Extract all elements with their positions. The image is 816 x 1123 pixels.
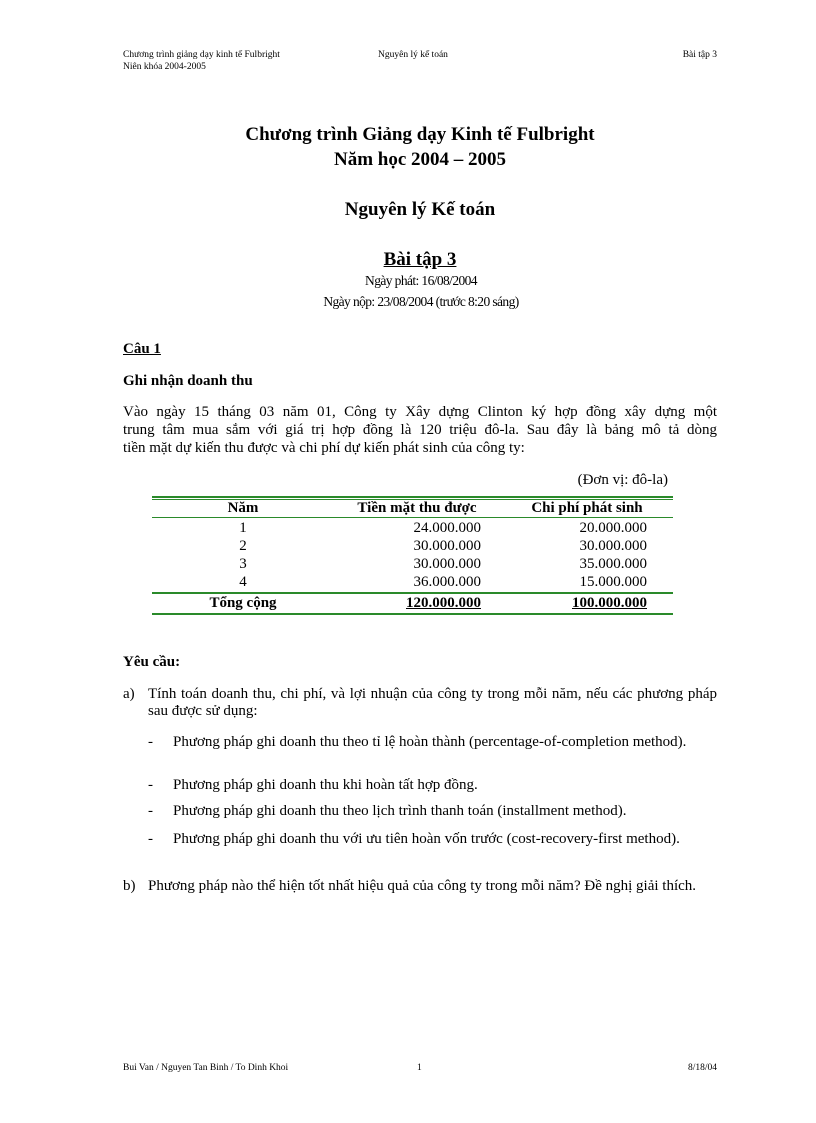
row3-cash: 30.000.000 <box>413 556 481 572</box>
method-1: Phương pháp ghi doanh thu theo tỉ lệ hoàn thành (percentage-of-completion method). <box>173 734 687 750</box>
method-3: Phương pháp ghi doanh thu theo lịch trình thanh toán (installment method). <box>173 803 627 819</box>
method-4: Phương pháp ghi doanh thu với ưu tiên hoàn vốn trước (cost-recovery-first method). <box>173 831 680 847</box>
table-bottom-rule <box>152 613 673 615</box>
doc-title-program: Chương trình Giảng dạy Kinh tế Fulbright <box>245 124 595 145</box>
header-program: Chương trình giảng dạy kinh tế Fulbright <box>123 50 280 60</box>
footer-date: 8/18/04 <box>687 1063 717 1073</box>
item-a-marker: a) <box>123 686 135 702</box>
row3-year: 3 <box>239 556 247 572</box>
item-a-text: Tính toán doanh thu, chi phí, và lợi nhuận của công ty trong mỗi năm, nếu các phương pháp sau được sử dụng: <box>148 686 717 719</box>
intro-line-1: Vào ngày 15 tháng 03 năm 01, Công ty Xây dựng Clinton ký hợp đồng xây dựng một <box>123 404 717 420</box>
table-unit: (Đơn vị: đô-la) <box>577 472 668 488</box>
due-date: Ngày nộp: 23/08/2004 (trước 8:20 sáng) <box>323 294 519 309</box>
total-cash: 120.000.000 <box>406 595 481 611</box>
row2-cost: 30.000.000 <box>579 538 647 554</box>
doc-title-year: Năm học 2004 – 2005 <box>333 149 507 170</box>
footer-authors: Bui Van / Nguyen Tan Binh / To Dinh Khoi <box>123 1063 289 1073</box>
total-label: Tổng cộng <box>209 595 277 611</box>
total-cost: 100.000.000 <box>572 595 647 611</box>
question-label-wrap <box>123 341 717 358</box>
doc-title-assignment: Bài tập 3 <box>383 249 457 270</box>
table-top-rule <box>152 496 673 498</box>
header-course: Nguyên lý kế toán <box>378 50 448 60</box>
row1-cash: 24.000.000 <box>413 520 481 536</box>
row4-cash: 36.000.000 <box>413 574 481 590</box>
header-rule <box>152 517 673 518</box>
question-heading: Ghi nhận doanh thu <box>123 373 253 389</box>
row1-year: 1 <box>239 520 247 536</box>
header-left <box>123 49 280 73</box>
row3-cost: 35.000.000 <box>579 556 647 572</box>
row1-cost: 20.000.000 <box>579 520 647 536</box>
header-cost-col: Chi phí phát sinh <box>531 500 643 516</box>
header-year: Niên khóa 2004-2005 <box>123 62 206 72</box>
footer-page-number: 1 <box>417 1063 422 1073</box>
row4-cost: 15.000.000 <box>579 574 647 590</box>
intro-line-2: trung tâm mua sắm với giá trị hợp đồng là 120 triệu đô-la. Sau đây là bảng mô tả dòng <box>123 422 717 438</box>
header-cash-col: Tiền mặt thu được <box>357 500 477 516</box>
row2-year: 2 <box>239 538 247 554</box>
method-4-dash: - <box>148 831 153 847</box>
method-2: Phương pháp ghi doanh thu khi hoàn tất hợp đồng. <box>173 777 478 793</box>
method-1-dash: - <box>148 734 153 750</box>
question-label: Câu 1 <box>123 341 161 357</box>
intro-line-3: tiền mặt dự kiến thu được và chi phí dự kiến phát sinh của công ty: <box>123 440 525 456</box>
item-b-text: Phương pháp nào thể hiện tốt nhất hiệu quả của công ty trong mỗi năm? Đề nghị giải thích. <box>148 878 697 894</box>
item-b-marker: b) <box>123 878 136 894</box>
row4-year: 4 <box>239 574 247 590</box>
issue-date: Ngày phát: 16/08/2004 <box>365 273 477 288</box>
header-assignment: Bài tập 3 <box>682 50 717 60</box>
method-2-dash: - <box>148 777 153 793</box>
header-year-col: Năm <box>227 500 259 516</box>
total-cost-wrap <box>481 594 647 612</box>
requirements-heading: Yêu cầu: <box>123 654 181 670</box>
method-3-dash: - <box>148 803 153 819</box>
row2-cash: 30.000.000 <box>413 538 481 554</box>
assignment-title-wrap <box>0 249 816 271</box>
total-cash-wrap <box>334 594 481 612</box>
doc-title-course: Nguyên lý Kế toán <box>344 199 496 220</box>
